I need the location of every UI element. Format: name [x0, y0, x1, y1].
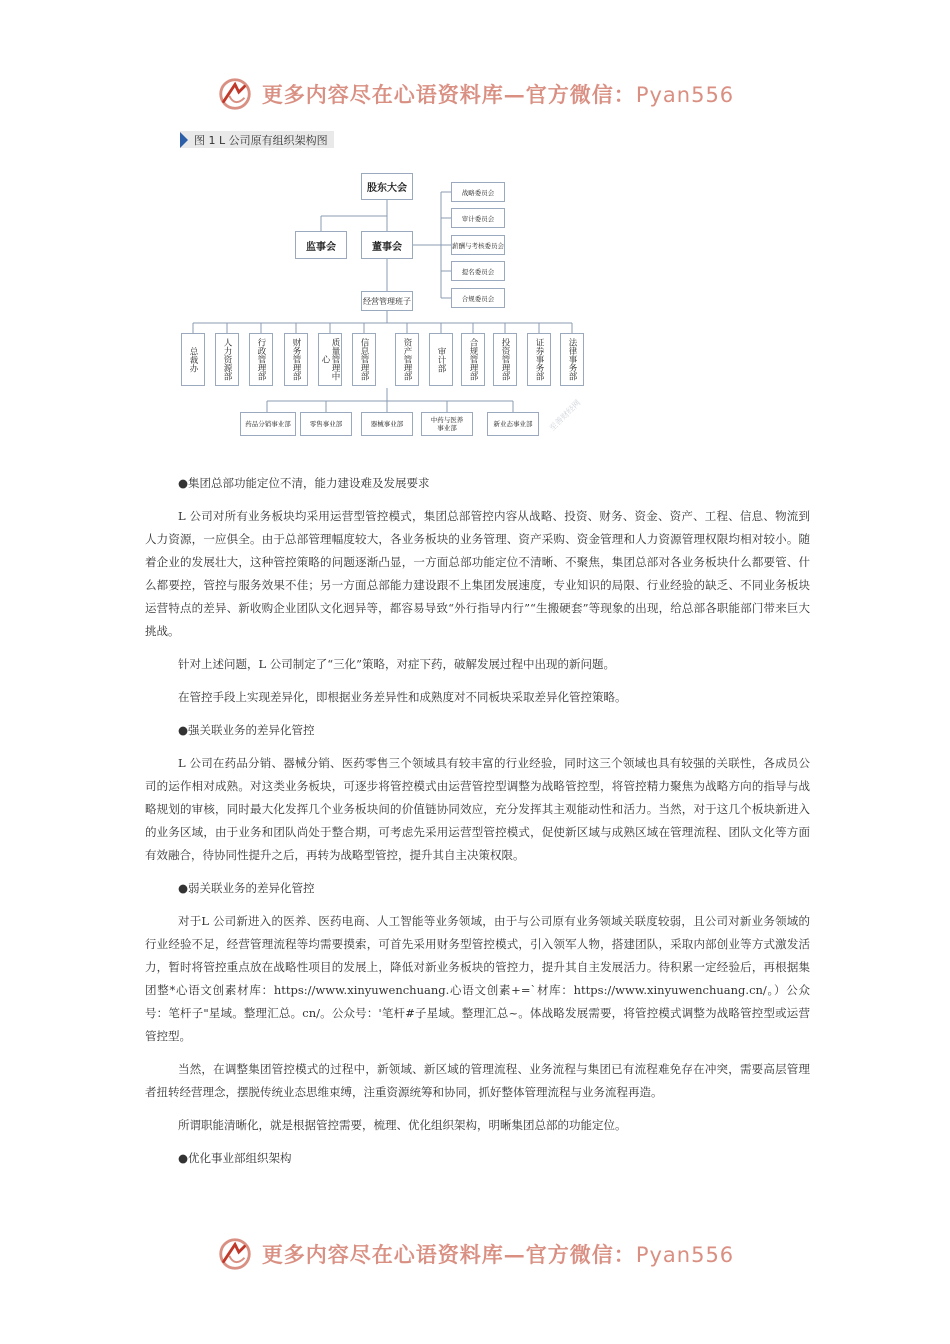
dept-securities: 证券事务部 — [527, 333, 551, 386]
paragraph: L 公司对所有业务板块均采用运营型管控模式，集团总部管控内容从战略、投资、财务、资金、资产、工程、信息、物流到人力资源，一应俱全。由于总部管理幅度较大，各业务板块的业务管理、资产采购、资金管理和人力资源管理权限均相对较小。随着企业的发展壮大，这种管控策略的问题逐渐凸显，一方面总部功能定位不清晰、不聚焦，集团总部对各业务板块什么都要管、什么都要控，管控与服务效果不佳；另一方面总部能力建设跟不上集团发展速度，专业知识的局限、行业经验的缺乏、不同业务板块运营特点的差异、新收购企业团队文化迥异等，都容易导致“外行指导内行”“生搬硬套”等现象的出现，给总部各职能部门带来巨大挑战。 — [145, 509, 810, 638]
org-chart — [175, 165, 605, 455]
dept-compliance: 合规管理部 — [461, 333, 485, 386]
unit-pharma-distribution: 药品分销事业部 — [240, 412, 296, 436]
paragraph: 针对上述问题，L 公司制定了“三化”策略，对症下药，破解发展过程中出现的新问题。 — [178, 657, 616, 671]
dept-quality: 质量管理中心 — [318, 333, 342, 386]
unit-retail: 零售事业部 — [300, 412, 352, 436]
figure-caption — [180, 131, 334, 148]
bullet-heading: ●集团总部功能定位不清，能力建设难及发展要求 — [178, 476, 430, 490]
dept-it: 信息管理部 — [352, 333, 376, 386]
committee-strategy: 战略委员会 — [451, 182, 505, 202]
committee-compliance: 合规委员会 — [451, 288, 505, 308]
paragraph: 对于L 公司新进入的医养、医药电商、人工智能等业务领域，由于与公司原有业务领域关联度较弱，且公司对新业务领域的行业经验不足，经营管理流程等均需要摸索，可首先采用财务型管控模式，引入领军人物，搭建团队，采取内部创业等方式激发活力，暂时将管控重点放在战略性项目的发展上，降低对新业务板块的管控力，提升其自主发展活力。待积累一定经验后，再根据集团整*心语文创素材库：https://www.xinyuwenchuang.心语文创素+=`材库：https://www.xinyuwenchuang.cn/。）公众号：笔杆子"星域。整理汇总。cn/。公众号：'笔杆#子星域。整理汇总~。体战略发展需要，将管控模式调整为战略管控型或运营管控型。 — [145, 914, 810, 1043]
dept-hr: 人力资源部 — [215, 333, 239, 386]
dept-president-office: 总裁办 — [181, 333, 205, 386]
management-box: 经营管理班子 — [361, 291, 413, 311]
caption-marker-icon — [180, 132, 188, 148]
brand-logo-icon — [216, 1235, 254, 1273]
committee-nomination: 提名委员会 — [451, 261, 505, 281]
dept-admin: 行政管理部 — [249, 333, 273, 386]
figure-caption-text: 图 1 L 公司原有组织架构图 — [194, 133, 328, 147]
supervisors-box: 监事会 — [295, 231, 347, 259]
paragraph: L 公司在药品分销、器械分销、医药零售三个领域具有较丰富的行业经验，同时这三个领域也具有较强的关联性，各成员公司的运作相对成熟。对这类业务板块，可逐步将管控模式由运营管控型调整为战略管控型，将管控精力聚焦为战略方向的指导与战略规划的审核，同时最大化发挥几个业务板块间的价值链协同效应，充分发挥其主观能动性和活力。当然，对于这几个板块新进入的业务区域，由于业务和团队尚处于整合期，可考虑先采用运营型管控模式，促使新区域与成熟区域在管理流程、团队文化等方面有效融合，待协同性提升之后，再转为战略型管控，提升其自主决策权限。 — [145, 756, 810, 862]
bullet-heading: ●优化事业部组织架构 — [178, 1151, 292, 1165]
bullet-heading: ●强关联业务的差异化管控 — [178, 723, 315, 737]
paragraph: 当然，在调整集团管控模式的过程中，新领域、新区域的管理流程、业务流程与集团已有流程难免存在冲突，需要高层管理者扭转经营理念，摆脱传统业态思维束缚，注重资源统筹和协同，抓好整体管理流程与业务流程再造。 — [145, 1062, 810, 1099]
unit-devices: 器械事业部 — [361, 412, 413, 436]
header-banner — [0, 72, 950, 116]
board-box: 董事会 — [361, 231, 413, 259]
shareholders-box: 股东大会 — [361, 173, 413, 200]
footer-banner — [0, 1232, 950, 1276]
dept-investment: 投资管理部 — [493, 333, 517, 386]
banner-text: 更多内容尽在心语资料库—官方微信：Pyan556 — [261, 1242, 735, 1267]
banner-text: 更多内容尽在心语资料库—官方微信：Pyan556 — [261, 82, 735, 107]
brand-logo-icon — [216, 75, 254, 113]
dept-assets: 资产管理部 — [395, 333, 419, 386]
dept-audit: 审计部 — [429, 333, 453, 386]
paragraph: 在管控手段上实现差异化，即根据业务差异性和成熟度对不同板块采取差异化管控策略。 — [178, 690, 627, 704]
bullet-heading: ●弱关联业务的差异化管控 — [178, 881, 315, 895]
figure-watermark: 至善财经网 — [547, 398, 583, 433]
committee-audit: 审计委员会 — [451, 208, 505, 228]
dept-finance: 财务管理部 — [284, 333, 308, 386]
unit-new-business: 新业态事业部 — [487, 412, 539, 436]
dept-legal: 法律事务部 — [560, 333, 584, 386]
article-body — [145, 472, 810, 1170]
paragraph: 所谓职能清晰化，就是根据管控需要，梳理、优化组织架构，明晰集团总部的功能定位。 — [178, 1118, 627, 1132]
unit-tcm-eldercare: 中药与医养事业部 — [421, 412, 473, 436]
committee-compensation: 薪酬与考核委员会 — [451, 235, 505, 255]
